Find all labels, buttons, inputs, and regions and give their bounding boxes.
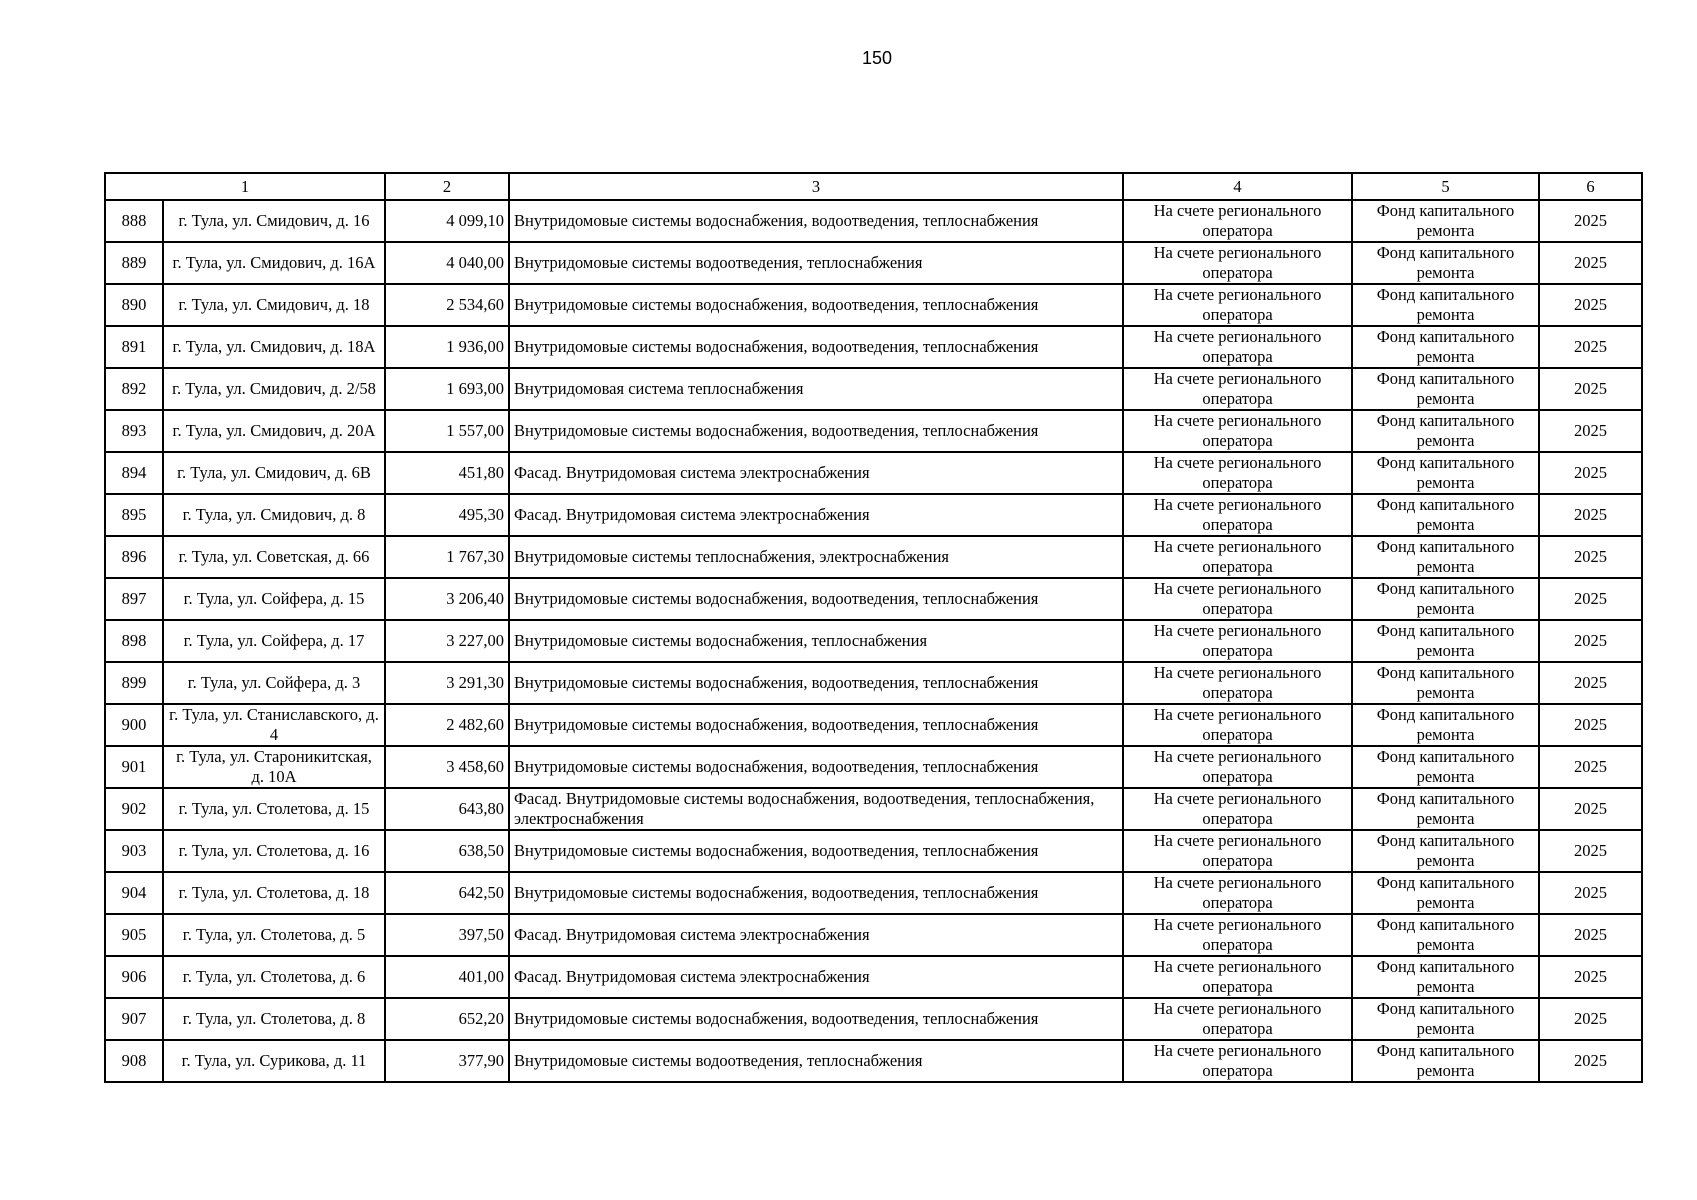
account-cell: На счете регионального оператора [1123,704,1352,746]
year-cell: 2025 [1539,914,1642,956]
fund-source-cell: Фонд капитального ремонта [1352,872,1539,914]
area-cell: 652,20 [385,998,509,1040]
fund-source-cell: Фонд капитального ремонта [1352,200,1539,242]
row-number-cell: 888 [105,200,163,242]
area-cell: 2 534,60 [385,284,509,326]
area-cell: 1 767,30 [385,536,509,578]
table-row [105,914,1642,956]
table-row [105,662,1642,704]
fund-source-cell: Фонд капитального ремонта [1352,536,1539,578]
fund-source-cell: Фонд капитального ремонта [1352,284,1539,326]
area-cell: 495,30 [385,494,509,536]
area-cell: 4 099,10 [385,200,509,242]
area-cell: 3 206,40 [385,578,509,620]
table-row [105,746,1642,788]
works-cell: Внутридомовые системы водоснабжения, водоотведения, теплоснабжения [509,578,1123,620]
fund-source-cell: Фонд капитального ремонта [1352,914,1539,956]
area-cell: 638,50 [385,830,509,872]
works-cell: Внутридомовые системы водоснабжения, водоотведения, теплоснабжения [509,410,1123,452]
works-cell: Внутридомовые системы теплоснабжения, электроснабжения [509,536,1123,578]
row-number-cell: 905 [105,914,163,956]
works-cell: Фасад. Внутридомовая система электроснабжения [509,494,1123,536]
row-number-cell: 899 [105,662,163,704]
fund-source-cell: Фонд капитального ремонта [1352,368,1539,410]
account-cell: На счете регионального оператора [1123,284,1352,326]
year-cell: 2025 [1539,200,1642,242]
row-number-cell: 891 [105,326,163,368]
account-cell: На счете регионального оператора [1123,494,1352,536]
row-number-cell: 893 [105,410,163,452]
table-row [105,326,1642,368]
row-number-cell: 889 [105,242,163,284]
fund-source-cell: Фонд капитального ремонта [1352,704,1539,746]
account-cell: На счете регионального оператора [1123,326,1352,368]
row-number-cell: 902 [105,788,163,830]
area-cell: 4 040,00 [385,242,509,284]
fund-source-cell: Фонд капитального ремонта [1352,620,1539,662]
row-number-cell: 890 [105,284,163,326]
column-header-2: 2 [385,173,509,200]
address-cell: г. Тула, ул. Сойфера, д. 3 [163,662,385,704]
account-cell: На счете регионального оператора [1123,620,1352,662]
address-cell: г. Тула, ул. Сурикова, д. 11 [163,1040,385,1082]
column-header-6: 6 [1539,173,1642,200]
account-cell: На счете регионального оператора [1123,914,1352,956]
works-cell: Внутридомовые системы водоснабжения, водоотведения, теплоснабжения [509,704,1123,746]
works-cell: Внутридомовые системы водоснабжения, водоотведения, теплоснабжения [509,200,1123,242]
works-cell: Фасад. Внутридомовые системы водоснабжения, водоотведения, теплоснабжения, электроснабжения [509,788,1123,830]
year-cell: 2025 [1539,494,1642,536]
works-cell: Внутридомовые системы водоснабжения, теплоснабжения [509,620,1123,662]
row-number-cell: 904 [105,872,163,914]
row-number-cell: 892 [105,368,163,410]
table-row [105,956,1642,998]
address-cell: г. Тула, ул. Смидович, д. 16 [163,200,385,242]
row-number-cell: 903 [105,830,163,872]
year-cell: 2025 [1539,620,1642,662]
works-cell: Внутридомовые системы водоснабжения, водоотведения, теплоснабжения [509,830,1123,872]
address-cell: г. Тула, ул. Столетова, д. 5 [163,914,385,956]
table-row [105,410,1642,452]
area-cell: 642,50 [385,872,509,914]
fund-source-cell: Фонд капитального ремонта [1352,662,1539,704]
fund-source-cell: Фонд капитального ремонта [1352,578,1539,620]
account-cell: На счете регионального оператора [1123,452,1352,494]
fund-source-cell: Фонд капитального ремонта [1352,788,1539,830]
address-cell: г. Тула, ул. Смидович, д. 16А [163,242,385,284]
address-cell: г. Тула, ул. Смидович, д. 6В [163,452,385,494]
table-row [105,200,1642,242]
works-cell: Внутридомовые системы водоснабжения, водоотведения, теплоснабжения [509,872,1123,914]
table-row [105,830,1642,872]
account-cell: На счете регионального оператора [1123,788,1352,830]
year-cell: 2025 [1539,704,1642,746]
table-row [105,578,1642,620]
address-cell: г. Тула, ул. Смидович, д. 2/58 [163,368,385,410]
table-row [105,620,1642,662]
area-cell: 397,50 [385,914,509,956]
works-cell: Фасад. Внутридомовая система электроснабжения [509,956,1123,998]
account-cell: На счете регионального оператора [1123,998,1352,1040]
account-cell: На счете регионального оператора [1123,578,1352,620]
year-cell: 2025 [1539,452,1642,494]
fund-source-cell: Фонд капитального ремонта [1352,326,1539,368]
year-cell: 2025 [1539,872,1642,914]
area-cell: 377,90 [385,1040,509,1082]
area-cell: 451,80 [385,452,509,494]
year-cell: 2025 [1539,368,1642,410]
address-cell: г. Тула, ул. Столетова, д. 18 [163,872,385,914]
page-number: 150 [861,48,893,68]
row-number-cell: 895 [105,494,163,536]
year-cell: 2025 [1539,284,1642,326]
area-cell: 1 557,00 [385,410,509,452]
fund-source-cell: Фонд капитального ремонта [1352,956,1539,998]
account-cell: На счете регионального оператора [1123,368,1352,410]
account-cell: На счете регионального оператора [1123,536,1352,578]
address-cell: г. Тула, ул. Смидович, д. 8 [163,494,385,536]
fund-source-cell: Фонд капитального ремонта [1352,998,1539,1040]
column-header-4: 4 [1123,173,1352,200]
address-cell: г. Тула, ул. Станиславского, д. 4 [163,704,385,746]
year-cell: 2025 [1539,326,1642,368]
table-header-row [105,173,1642,200]
year-cell: 2025 [1539,1040,1642,1082]
account-cell: На счете регионального оператора [1123,746,1352,788]
works-cell: Фасад. Внутридомовая система электроснабжения [509,452,1123,494]
works-cell: Внутридомовые системы водоснабжения, водоотведения, теплоснабжения [509,746,1123,788]
address-cell: г. Тула, ул. Сойфера, д. 15 [163,578,385,620]
row-number-cell: 894 [105,452,163,494]
row-number-cell: 898 [105,620,163,662]
capital-repair-table [104,172,1643,1083]
account-cell: На счете регионального оператора [1123,200,1352,242]
area-cell: 3 458,60 [385,746,509,788]
address-cell: г. Тула, ул. Столетова, д. 6 [163,956,385,998]
fund-source-cell: Фонд капитального ремонта [1352,452,1539,494]
works-cell: Внутридомовые системы водоотведения, теплоснабжения [509,1040,1123,1082]
table-row [105,494,1642,536]
area-cell: 643,80 [385,788,509,830]
area-cell: 1 936,00 [385,326,509,368]
column-header-5: 5 [1352,173,1539,200]
table-body [105,200,1642,1082]
fund-source-cell: Фонд капитального ремонта [1352,494,1539,536]
area-cell: 401,00 [385,956,509,998]
year-cell: 2025 [1539,746,1642,788]
column-header-1: 1 [105,173,385,200]
works-cell: Внутридомовые системы водоотведения, теплоснабжения [509,242,1123,284]
table-row [105,284,1642,326]
year-cell: 2025 [1539,662,1642,704]
row-number-cell: 896 [105,536,163,578]
area-cell: 3 291,30 [385,662,509,704]
address-cell: г. Тула, ул. Сойфера, д. 17 [163,620,385,662]
area-cell: 3 227,00 [385,620,509,662]
address-cell: г. Тула, ул. Столетова, д. 15 [163,788,385,830]
area-cell: 2 482,60 [385,704,509,746]
table-row [105,536,1642,578]
works-cell: Внутридомовые системы водоснабжения, водоотведения, теплоснабжения [509,998,1123,1040]
account-cell: На счете регионального оператора [1123,1040,1352,1082]
row-number-cell: 897 [105,578,163,620]
address-cell: г. Тула, ул. Смидович, д. 18А [163,326,385,368]
address-cell: г. Тула, ул. Советская, д. 66 [163,536,385,578]
works-cell: Внутридомовые системы водоснабжения, водоотведения, теплоснабжения [509,284,1123,326]
account-cell: На счете регионального оператора [1123,662,1352,704]
table-row [105,872,1642,914]
table-row [105,998,1642,1040]
row-number-cell: 907 [105,998,163,1040]
works-cell: Внутридомовая система теплоснабжения [509,368,1123,410]
table-row [105,1040,1642,1082]
works-cell: Внутридомовые системы водоснабжения, водоотведения, теплоснабжения [509,326,1123,368]
account-cell: На счете регионального оператора [1123,956,1352,998]
table-row [105,788,1642,830]
year-cell: 2025 [1539,242,1642,284]
year-cell: 2025 [1539,998,1642,1040]
account-cell: На счете регионального оператора [1123,410,1352,452]
address-cell: г. Тула, ул. Смидович, д. 18 [163,284,385,326]
address-cell: г. Тула, ул. Смидович, д. 20А [163,410,385,452]
fund-source-cell: Фонд капитального ремонта [1352,746,1539,788]
row-number-cell: 901 [105,746,163,788]
fund-source-cell: Фонд капитального ремонта [1352,830,1539,872]
table-row [105,368,1642,410]
year-cell: 2025 [1539,578,1642,620]
account-cell: На счете регионального оператора [1123,830,1352,872]
works-cell: Фасад. Внутридомовая система электроснабжения [509,914,1123,956]
works-cell: Внутридомовые системы водоснабжения, водоотведения, теплоснабжения [509,662,1123,704]
fund-source-cell: Фонд капитального ремонта [1352,242,1539,284]
area-cell: 1 693,00 [385,368,509,410]
row-number-cell: 900 [105,704,163,746]
fund-source-cell: Фонд капитального ремонта [1352,1040,1539,1082]
year-cell: 2025 [1539,830,1642,872]
account-cell: На счете регионального оператора [1123,872,1352,914]
address-cell: г. Тула, ул. Столетова, д. 16 [163,830,385,872]
table-row [105,242,1642,284]
column-header-3: 3 [509,173,1123,200]
year-cell: 2025 [1539,536,1642,578]
address-cell: г. Тула, ул. Староникитская, д. 10А [163,746,385,788]
year-cell: 2025 [1539,956,1642,998]
address-cell: г. Тула, ул. Столетова, д. 8 [163,998,385,1040]
table-row [105,452,1642,494]
account-cell: На счете регионального оператора [1123,242,1352,284]
table-row [105,704,1642,746]
row-number-cell: 908 [105,1040,163,1082]
row-number-cell: 906 [105,956,163,998]
fund-source-cell: Фонд капитального ремонта [1352,410,1539,452]
year-cell: 2025 [1539,788,1642,830]
year-cell: 2025 [1539,410,1642,452]
